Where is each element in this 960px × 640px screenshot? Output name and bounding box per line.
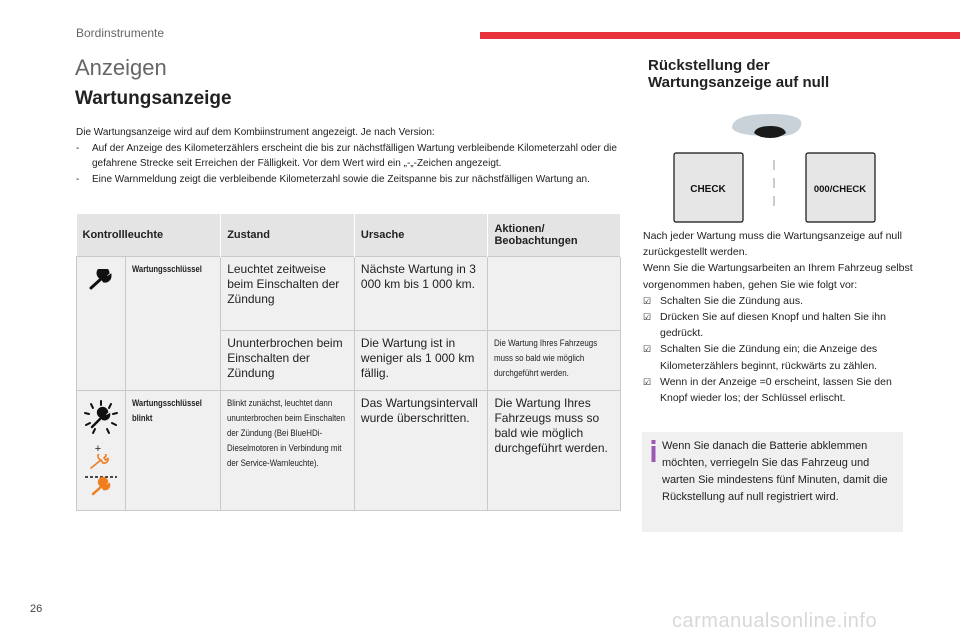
reset-title-line: Rückstellung der [648, 57, 770, 74]
cause-cell: Die Wartung ist in weniger als 1 000 km fällig. [354, 330, 488, 390]
checkbox-icon: ☑ [643, 344, 652, 355]
intro-bullet-text: Auf der Anzeige des Kilometerzählers erscheint die bis zur nächstfälligen Wartung verbleibende Kilometerzahl oder die gefahrene Strecke seit Erreichen der Fälligkeit. Vor dem Wert wird ein „-„-Zeichen angezeigt. [92, 142, 617, 169]
state-cell [221, 390, 355, 510]
maintenance-table [76, 214, 621, 511]
header-zustand: Zustand [221, 214, 355, 256]
blinking-wrench-icon-cell [77, 390, 126, 510]
intro-line: Die Wartungsanzeige wird auf dem Kombiinstrument angezeigt. Je nach Version: [76, 127, 435, 138]
step-item [643, 341, 913, 373]
display-left-text: CHECK [690, 184, 726, 195]
info-note-text: Wenn Sie danach die Batterie abklemmen möchten, verriegeln Sie das Fahrzeug und warten Sie mindestens fünf Minuten, damit die Rückstellung auf null registriert wird. [662, 440, 888, 503]
reset-section-title [648, 57, 829, 91]
header-aktionen: Aktionen/ Beobachtungen [488, 214, 621, 256]
table-header-row [77, 214, 621, 256]
orange-wrench-outline-icon [88, 454, 114, 470]
action-cell-text: Die Wartung Ihres Fahrzeugs muss so bald wie möglich durchgeführt werden. [494, 337, 598, 378]
indicator-label [126, 256, 221, 390]
checkbox-icon: ☑ [643, 312, 652, 323]
action-cell [488, 256, 621, 330]
indicator-label-text: Wartungsschlüssel [132, 263, 202, 274]
dash-marker: - [76, 142, 80, 154]
step-text: Schalten Sie die Zündung aus. [660, 294, 804, 307]
header-section-label: Bordinstrumente [76, 26, 165, 40]
cause-cell: Das Wartungsintervall wurde überschritten. [354, 390, 488, 510]
intro-bullet [76, 141, 636, 172]
section-subtitle: Wartungsanzeige [75, 88, 232, 109]
info-note [642, 432, 903, 532]
action-cell: Die Wartung Ihres Fahrzeugs muss so bald wie möglich durchgeführt werden. [488, 390, 621, 510]
reset-title-line: Wartungsanzeige auf null [648, 74, 830, 91]
dash-marker: - [76, 173, 80, 185]
step-text: Wenn in der Anzeige =0 erscheint, lassen Sie den Knopf wieder los; der Schlüssel erlischt. [660, 375, 892, 405]
blinking-wrench-icon [83, 399, 119, 439]
info-icon [651, 440, 656, 462]
indicator-label-text: Wartungsschlüssel blinkt [132, 397, 202, 423]
header-kontrollleuchte: Kontrollleuchte [77, 214, 221, 256]
intro-text [76, 125, 636, 187]
plus-sign: + [94, 442, 102, 455]
intro-bullet-text: Eine Warnmeldung zeigt die verbleibende Kilometerzahl sowie die Zeitspanne bis zur nächstfälligen Wartung an. [92, 173, 590, 185]
table-row [77, 390, 621, 510]
indicator-label [126, 390, 221, 510]
table-row [77, 256, 621, 330]
state-cell: Ununterbrochen beim Einschalten der Zündung [221, 330, 355, 390]
step-text: Drücken Sie auf diesen Knopf und halten Sie ihn gedrückt. [660, 311, 886, 340]
wrench-icon [88, 269, 114, 291]
action-cell [488, 330, 621, 390]
intro-bullet [76, 172, 636, 188]
orange-wrench-icon [85, 475, 117, 497]
wrench-icon-cell [77, 256, 126, 390]
step-item [643, 309, 913, 341]
display-right-text: 000/CHECK [813, 184, 867, 195]
state-cell: Leuchtet zeitweise beim Einschalten der Zündung [221, 256, 355, 330]
checkbox-icon: ☑ [643, 295, 652, 306]
checkbox-icon: ☑ [643, 376, 652, 387]
instrument-cluster-illustration [660, 110, 890, 225]
header-accent-bar [480, 32, 960, 39]
page-title: Anzeigen [75, 55, 167, 80]
header-ursache: Ursache [354, 214, 488, 256]
step-item [643, 293, 913, 309]
cause-cell: Nächste Wartung in 3 000 km bis 1 000 km. [354, 256, 488, 330]
state-cell-text: Blinkt zunächst, leuchtet dann ununterbrochen beim Einschalten der Zündung (Bei BlueHDi-Dieselmotoren in Verbindung mit der Service-Warnleuchte). [227, 397, 346, 468]
step-text: Schalten Sie die Zündung ein; die Anzeige des Kilometerzählers beginnt, rückwärts zu zählen. [660, 343, 878, 372]
reset-intro: Nach jeder Wartung muss die Wartungsanzeige auf null zurückgestellt werden. Wenn Sie die Wartungsarbeiten an Ihrem Fahrzeug selbst vorgenommen haben, gehen Sie wie folgt vor: [643, 230, 913, 291]
watermark: carmanualsonline.info [672, 610, 878, 632]
step-item [643, 374, 913, 406]
page-number: 26 [30, 603, 43, 615]
reset-instructions [643, 228, 913, 406]
